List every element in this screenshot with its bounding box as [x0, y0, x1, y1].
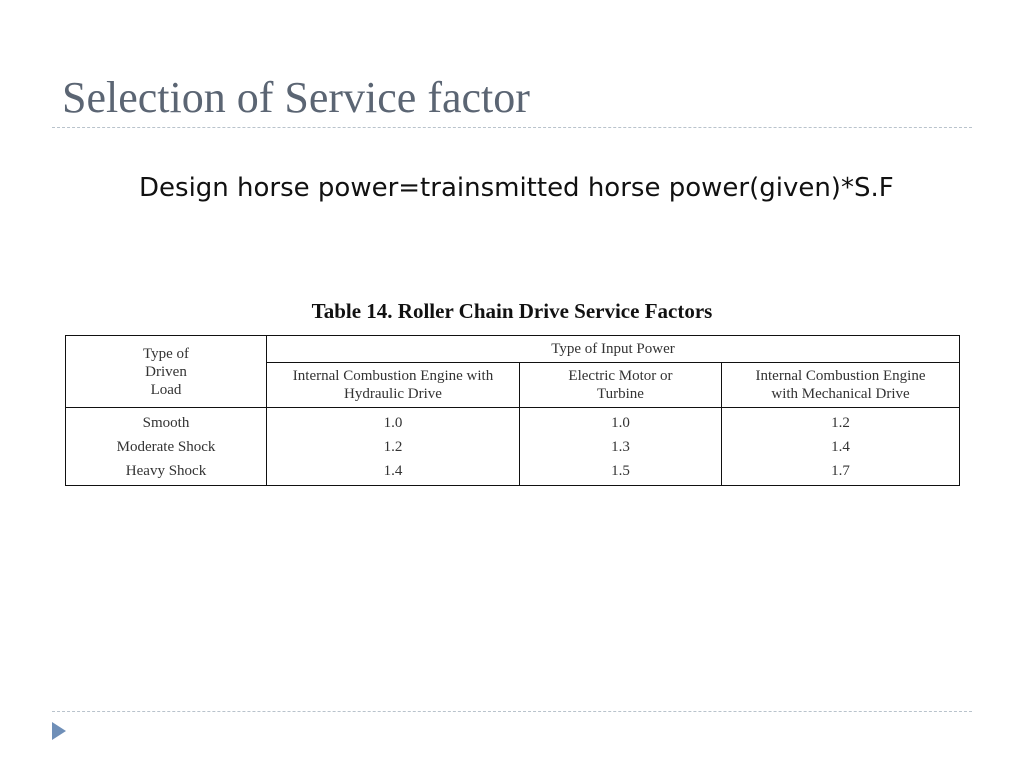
- formula-text: Design horse power=trainsmitted horse power(given)*S.F: [139, 173, 894, 203]
- table-row: [66, 435, 960, 459]
- table-cell: 1.0: [520, 408, 722, 436]
- header-electric-motor: Electric Motor or Turbine: [520, 363, 722, 408]
- header-ic-hydraulic: Internal Combustion Engine with Hydraulic Drive: [267, 363, 520, 408]
- table-cell: 1.2: [267, 435, 520, 459]
- table-cell: 1.4: [267, 459, 520, 486]
- row-load-label: Moderate Shock: [66, 435, 267, 459]
- service-factor-table: [65, 335, 960, 486]
- play-triangle-icon: [52, 722, 66, 740]
- row-load-label: Heavy Shock: [66, 459, 267, 486]
- title-divider: [52, 127, 972, 128]
- footer-divider: [52, 711, 972, 712]
- table-row: [66, 459, 960, 486]
- table-cell: 1.5: [520, 459, 722, 486]
- header-driven-load-text: Type of Driven Load: [142, 345, 190, 398]
- slide-title: Selection of Service factor: [62, 73, 530, 122]
- table-cell: 1.7: [722, 459, 960, 486]
- table-cell: 1.4: [722, 435, 960, 459]
- header-driven-load: [66, 336, 267, 408]
- table-cell: 1.3: [520, 435, 722, 459]
- table-cell: 1.2: [722, 408, 960, 436]
- table-caption: Table 14. Roller Chain Drive Service Factors: [311, 299, 713, 323]
- row-load-label: Smooth: [66, 408, 267, 436]
- header-input-power: Type of Input Power: [267, 336, 960, 363]
- table-row: [66, 408, 960, 436]
- table-cell: 1.0: [267, 408, 520, 436]
- header-ic-mechanical: Internal Combustion Engine with Mechanical Drive: [722, 363, 960, 408]
